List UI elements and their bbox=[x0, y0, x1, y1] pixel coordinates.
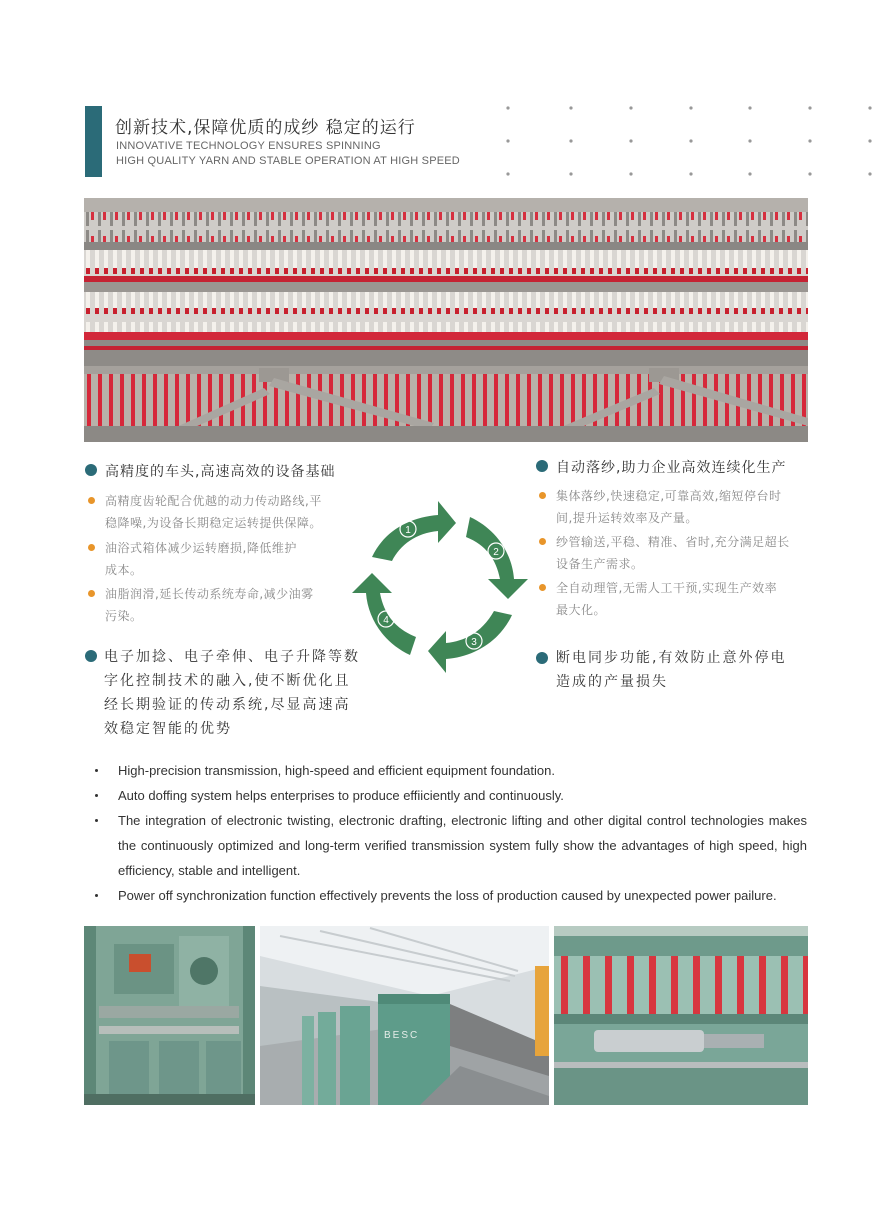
cycle-step-3: 3 bbox=[471, 637, 477, 648]
left-item-3 bbox=[105, 583, 314, 627]
page-subtitle-line-2: HIGH QUALITY YARN AND STABLE OPERATION AT HIGH SPEED bbox=[116, 155, 460, 167]
english-item-4-text: Power off synchronization function effectively prevents the loss of production caused by unexpected power pailure. bbox=[118, 888, 777, 903]
cycle-step-2: 2 bbox=[493, 547, 499, 558]
english-item-1-bullet bbox=[95, 769, 98, 772]
left-big-text bbox=[104, 645, 360, 741]
left-item-2 bbox=[105, 537, 297, 581]
english-item-1 bbox=[95, 758, 807, 783]
english-item-2 bbox=[95, 783, 807, 808]
mill-floor-photo bbox=[260, 926, 549, 1105]
left-item-3-line-2: 污染。 bbox=[105, 609, 143, 623]
right-feature-heading: 自动落纱,助力企业高效连续化生产 bbox=[556, 460, 787, 476]
right-feature-bullet bbox=[536, 460, 548, 472]
left-item-3-bullet bbox=[88, 590, 95, 597]
english-item-1-text: High-precision transmission, high-speed and efficient equipment foundation. bbox=[118, 763, 555, 778]
page-title: 创新技术,保障优质的成纱 稳定的运行 bbox=[115, 118, 416, 138]
cycle-arrow-3 bbox=[428, 611, 512, 673]
english-item-4-bullet bbox=[95, 894, 98, 897]
left-item-2-line-2: 成本。 bbox=[105, 563, 143, 577]
right-item-3 bbox=[556, 577, 777, 621]
right-big-line-2: 造成的产量损失 bbox=[556, 674, 668, 690]
machine-brand-label: BESC bbox=[384, 1030, 420, 1041]
left-big-bullet bbox=[85, 650, 97, 662]
cycle-step-4: 4 bbox=[383, 615, 389, 626]
left-item-2-line-1: 油浴式箱体减少运转磨损,降低维护 bbox=[105, 541, 297, 555]
cycle-arrow-2 bbox=[466, 517, 528, 599]
doffing-detail-photo bbox=[554, 926, 808, 1105]
header-accent-bar bbox=[85, 106, 102, 177]
english-item-3 bbox=[95, 808, 807, 883]
right-item-3-line-1: 全自动理管,无需人工干预,实现生产效率 bbox=[556, 581, 778, 595]
right-item-1-bullet bbox=[539, 492, 546, 499]
right-big-bullet bbox=[536, 652, 548, 664]
spinning-frame-photo bbox=[84, 198, 808, 442]
right-item-2-line-1: 纱管输送,平稳、精准、省时,充分满足超长 bbox=[556, 535, 790, 549]
left-item-3-line-1: 油脂润滑,延长传动系统寿命,减少油雾 bbox=[105, 587, 314, 601]
left-big-line-4: 效稳定智能的优势 bbox=[104, 721, 232, 737]
right-item-3-bullet bbox=[539, 584, 546, 591]
right-item-1-line-2: 间,提升运转效率及产量。 bbox=[556, 511, 698, 525]
decorative-dot-grid bbox=[500, 100, 892, 180]
right-item-2 bbox=[556, 531, 790, 575]
left-item-1-bullet bbox=[88, 497, 95, 504]
right-item-2-bullet bbox=[539, 538, 546, 545]
english-summary-list bbox=[95, 758, 807, 908]
left-item-2-bullet bbox=[88, 544, 95, 551]
left-feature-heading: 高精度的车头,高速高效的设备基础 bbox=[105, 464, 336, 480]
left-item-1-line-2: 稳降噪,为设备长期稳定运转提供保障。 bbox=[105, 516, 322, 530]
right-item-1-line-1: 集体落纱,快速稳定,可靠高效,缩短停台时 bbox=[556, 489, 782, 503]
cycle-step-1: 1 bbox=[405, 525, 411, 536]
english-item-4 bbox=[95, 883, 807, 908]
cycle-arrows-diagram bbox=[350, 495, 535, 675]
right-item-1 bbox=[556, 485, 781, 529]
cycle-arrow-4 bbox=[352, 573, 416, 655]
english-item-3-bullet bbox=[95, 819, 98, 822]
english-item-2-bullet bbox=[95, 794, 98, 797]
gearbox-photo bbox=[84, 926, 255, 1105]
english-item-3-text: The integration of electronic twisting, electronic drafting, electronic lifting and other digital control technologies makes the continuously optimized and long-term verified transmission system fully show the advantages of high speed, high efficiency, stable and intelligent. bbox=[118, 813, 807, 878]
page-subtitle-line-1: INNOVATIVE TECHNOLOGY ENSURES SPINNING bbox=[116, 140, 381, 152]
left-big-line-1: 电子加捻、电子牵伸、电子升降等数 bbox=[104, 649, 360, 665]
right-item-3-line-2: 最大化。 bbox=[556, 603, 607, 617]
left-big-line-2: 字化控制技术的融入,使不断优化且 bbox=[104, 673, 351, 689]
english-item-2-text: Auto doffing system helps enterprises to produce effiiciently and continuously. bbox=[118, 788, 564, 803]
left-item-1 bbox=[105, 490, 322, 534]
left-big-line-3: 经长期验证的传动系统,尽显高速高 bbox=[104, 697, 351, 713]
right-big-text bbox=[556, 646, 786, 694]
left-feature-bullet bbox=[85, 464, 97, 476]
right-big-line-1: 断电同步功能,有效防止意外停电 bbox=[556, 650, 787, 666]
left-item-1-line-1: 高精度齿轮配合优越的动力传动路线,平 bbox=[105, 494, 322, 508]
cycle-arrow-1 bbox=[372, 501, 456, 561]
right-item-2-line-2: 设备生产需求。 bbox=[556, 557, 644, 571]
